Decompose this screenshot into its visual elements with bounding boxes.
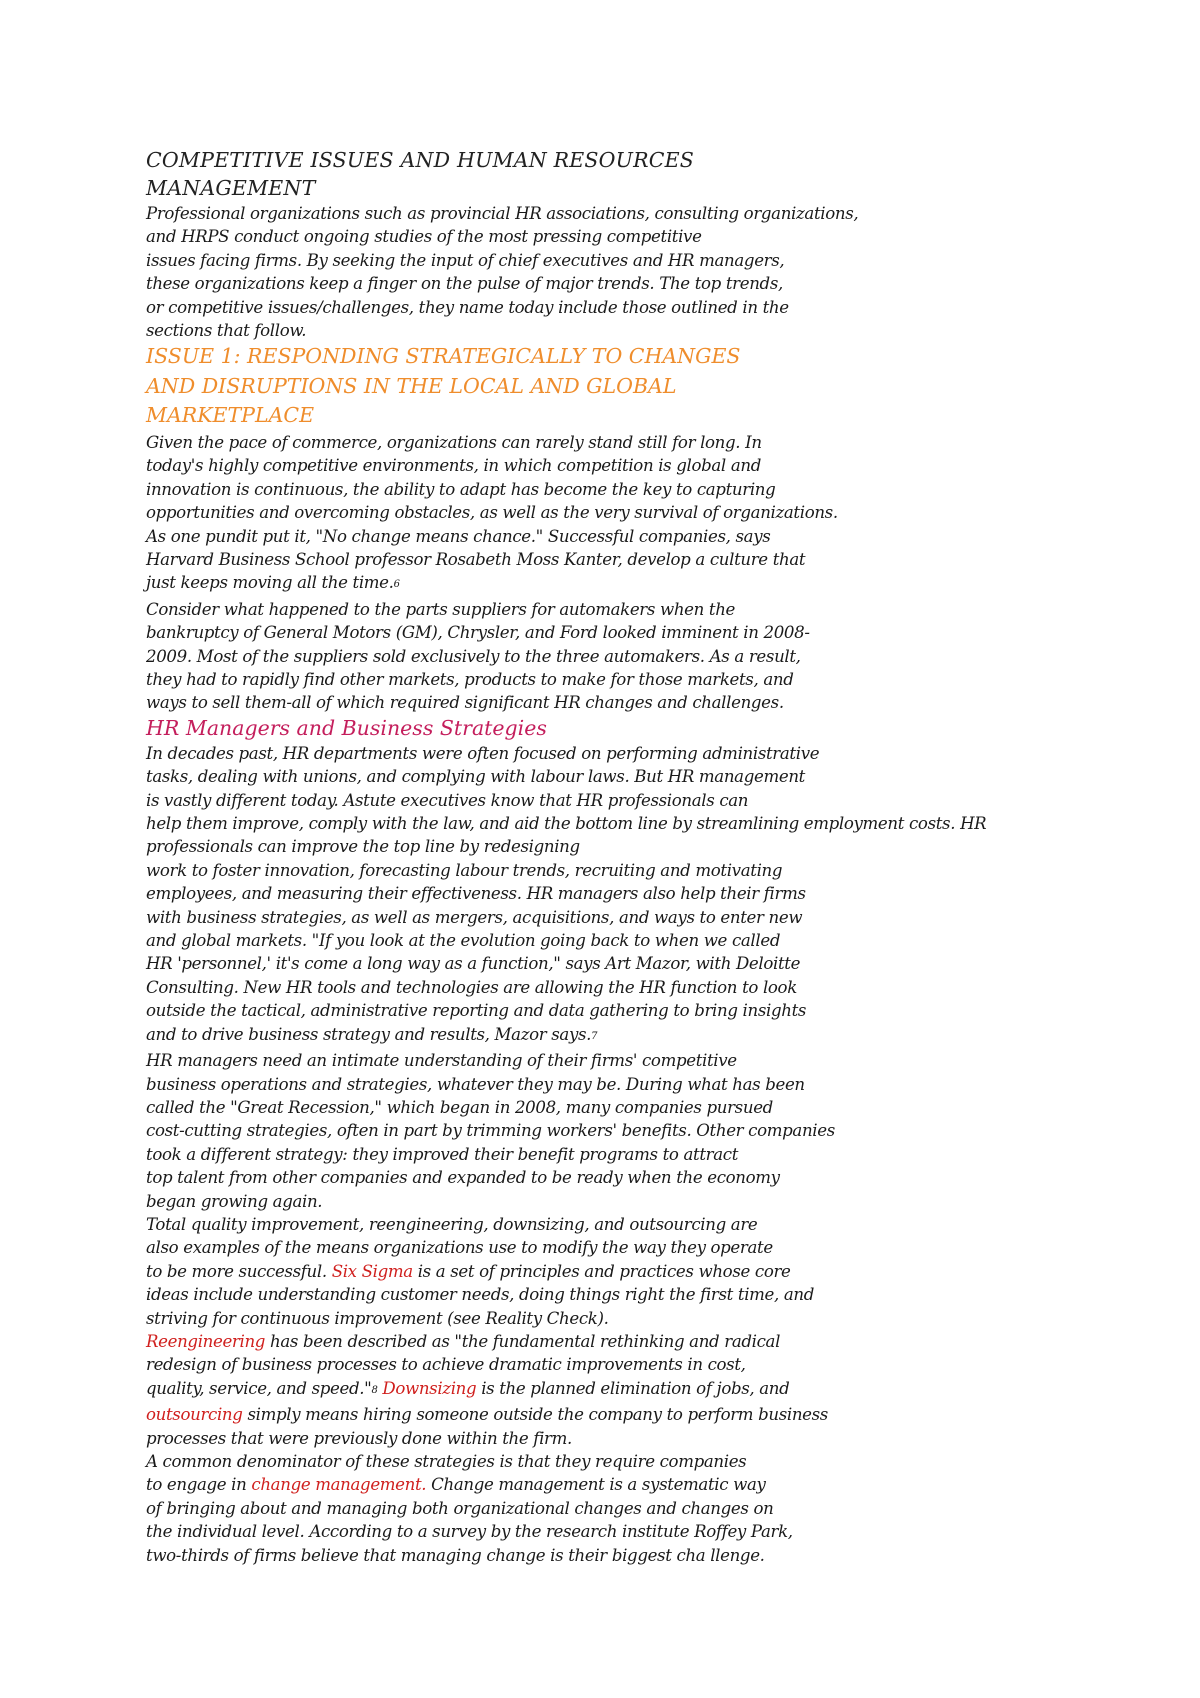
footnote-marker: 8 bbox=[371, 1384, 378, 1396]
heading-line: AND DISRUPTIONS IN THE LOCAL AND GLOBAL bbox=[146, 373, 677, 398]
footnote-marker: 7 bbox=[591, 1030, 598, 1042]
text-line: professionals can improve the top line by redesigning bbox=[146, 837, 580, 857]
hr-paragraph-2 bbox=[146, 1049, 1146, 1213]
hr-paragraph-4 bbox=[146, 1330, 1146, 1450]
line-text: just keeps moving all the time. bbox=[146, 573, 394, 593]
hr-paragraph-5 bbox=[146, 1450, 1146, 1567]
text-line: began growing again. bbox=[146, 1191, 323, 1211]
text-line: A common denominator of these strategies is that they require companies bbox=[146, 1452, 747, 1471]
text-line: redesign of business processes to achieve dramatic improvements in cost, bbox=[146, 1355, 746, 1375]
text-line: of bringing about and managing both organizational changes and changes on bbox=[146, 1498, 774, 1518]
text-line: cost-cutting strategies, often in part by trimming workers' benefits. Other companies bbox=[146, 1121, 835, 1141]
text-line: HR managers need an intimate understanding of their firms' competitive bbox=[146, 1051, 737, 1071]
text-line: took a different strategy: they improved their benefit programs to attract bbox=[146, 1144, 739, 1164]
heading-line: ISSUE 1: RESPONDING STRATEGICALLY TO CHANGES bbox=[146, 344, 741, 369]
text-line: Consider what happened to the parts suppliers for automakers when the bbox=[146, 599, 736, 619]
text-line: with business strategies, as well as mergers, acquisitions, and ways to enter new bbox=[146, 907, 803, 927]
text-line: is vastly different today. Astute executives know that HR professionals can bbox=[146, 790, 749, 810]
line-text: quality, service, and speed." bbox=[146, 1378, 372, 1398]
text-line: called the "Great Recession," which began in 2008, many companies pursued bbox=[146, 1097, 773, 1117]
text-line: Total quality improvement, reengineering, downsizing, and outsourcing are bbox=[146, 1214, 758, 1234]
text-line: also examples of the means organizations use to modify the way they operate bbox=[146, 1238, 773, 1258]
text-line: bankruptcy of General Motors (GM), Chrysler, and Ford looked imminent in 2008- bbox=[146, 623, 810, 643]
document-title bbox=[146, 146, 1146, 202]
hr-paragraph-3 bbox=[146, 1213, 1146, 1330]
text-line bbox=[146, 571, 1146, 597]
text-line: employees, and measuring their effectiveness. HR managers also help their firms bbox=[146, 884, 806, 904]
text-line: innovation is continuous, the ability to adapt has become the key to capturing bbox=[146, 479, 776, 499]
text-line: ways to sell them-all of which required significant HR changes and challenges. bbox=[146, 693, 784, 713]
text-line bbox=[146, 1473, 1146, 1496]
text-line bbox=[146, 1403, 1146, 1426]
issue-1-heading bbox=[146, 342, 1146, 431]
heading-line: MARKETPLACE bbox=[146, 403, 315, 428]
issue-1-paragraph-2 bbox=[146, 598, 1146, 715]
text-line: and HRPS conduct ongoing studies of the most pressing competitive bbox=[146, 227, 702, 247]
text-line: work to foster innovation, forecasting labour trends, recruiting and motivating bbox=[146, 860, 783, 880]
text-line: 2009. Most of the suppliers sold exclusively to the three automakers. As a result, bbox=[146, 646, 801, 666]
text-line: issues facing firms. By seeking the input of chief executives and HR managers, bbox=[146, 250, 785, 270]
text-line: these organizations keep a finger on the pulse of major trends. The top trends, bbox=[146, 274, 783, 294]
text-line: Given the pace of commerce, organizations can rarely stand still for long. In bbox=[146, 432, 762, 452]
title-line: MANAGEMENT bbox=[146, 176, 316, 200]
text-line: HR 'personnel,' it's come a long way as a function," says Art Mazor, with Deloitte bbox=[146, 954, 801, 974]
line-text: is a set of principles and practices whose core bbox=[412, 1261, 791, 1281]
keyword-reengineering: Reengineering bbox=[146, 1331, 266, 1351]
text-line bbox=[146, 1377, 1146, 1403]
keyword-outsourcing: outsourcing bbox=[146, 1405, 243, 1425]
text-line: In decades past, HR departments were often focused on performing administrative bbox=[146, 743, 820, 763]
keyword-six-sigma: Six Sigma bbox=[331, 1261, 413, 1281]
text-line bbox=[146, 1260, 1146, 1283]
text-line: the individual level. According to a survey by the research institute Roffey Park, bbox=[146, 1522, 793, 1542]
text-line: and global markets. "If you look at the evolution going back to when we called bbox=[146, 931, 781, 951]
issue-1-paragraph-1 bbox=[146, 431, 1146, 598]
text-line: business operations and strategies, whatever they may be. During what has been bbox=[146, 1074, 805, 1094]
text-line: ideas include understanding customer needs, doing things right the first time, and bbox=[146, 1285, 815, 1305]
text-line: processes that were previously done within the firm. bbox=[146, 1428, 572, 1448]
text-line: opportunities and overcoming obstacles, as well as the very survival of organizations. bbox=[146, 503, 838, 523]
keyword-change-management: change management. bbox=[251, 1475, 427, 1495]
intro-paragraph bbox=[146, 202, 1146, 342]
keyword-downsizing: Downsizing bbox=[377, 1378, 477, 1398]
text-line: striving for continuous improvement (see Reality Check). bbox=[146, 1308, 609, 1328]
text-line bbox=[146, 1330, 1146, 1353]
text-line: or competitive issues/challenges, they name today include those outlined in the bbox=[146, 297, 789, 317]
text-line bbox=[146, 1023, 1146, 1049]
line-text: simply means hiring someone outside the company to perform business bbox=[242, 1405, 828, 1425]
text-line: Professional organizations such as provincial HR associations, consulting organizations, bbox=[146, 204, 859, 223]
text-line: top talent from other companies and expanded to be ready when the economy bbox=[146, 1168, 780, 1188]
text-line: they had to rapidly find other markets, products to make for those markets, and bbox=[146, 670, 794, 689]
document-page bbox=[146, 146, 1146, 1567]
hr-managers-heading: HR Managers and Business Strategies bbox=[146, 715, 547, 740]
line-text: to engage in bbox=[146, 1475, 252, 1495]
text-line: Consulting. New HR tools and technologies are allowing the HR function to look bbox=[146, 977, 797, 997]
line-text: to be more successful. bbox=[146, 1261, 332, 1281]
text-line: today's highly competitive environments, in which competition is global and bbox=[146, 456, 761, 476]
text-line: sections that follow. bbox=[146, 321, 307, 341]
line-text: and to drive business strategy and results, Mazor says. bbox=[146, 1024, 592, 1044]
text-line: Harvard Business School professor Rosabeth Moss Kanter, develop a culture that bbox=[146, 549, 806, 569]
text-line: tasks, dealing with unions, and complying with labour laws. But HR management bbox=[146, 767, 805, 787]
line-text: is the planned elimination of jobs, and bbox=[476, 1378, 790, 1398]
line-text: Change management is a systematic way bbox=[426, 1475, 766, 1495]
line-text: has been described as "the fundamental rethinking and radical bbox=[265, 1331, 781, 1351]
footnote-marker: 6 bbox=[393, 579, 400, 591]
text-line: As one pundit put it, "No change means chance." Successful companies, says bbox=[146, 526, 771, 546]
title-line: COMPETITIVE ISSUES AND HUMAN RESOURCES bbox=[146, 148, 695, 172]
text-line: help them improve, comply with the law, and aid the bottom line by streamlining employment costs. HR bbox=[146, 814, 987, 834]
hr-paragraph-1 bbox=[146, 742, 1146, 1049]
text-line: outside the tactical, administrative reporting and data gathering to bring insights bbox=[146, 1001, 807, 1021]
text-line: two-thirds of firms believe that managing change is their biggest cha llenge. bbox=[146, 1545, 765, 1565]
